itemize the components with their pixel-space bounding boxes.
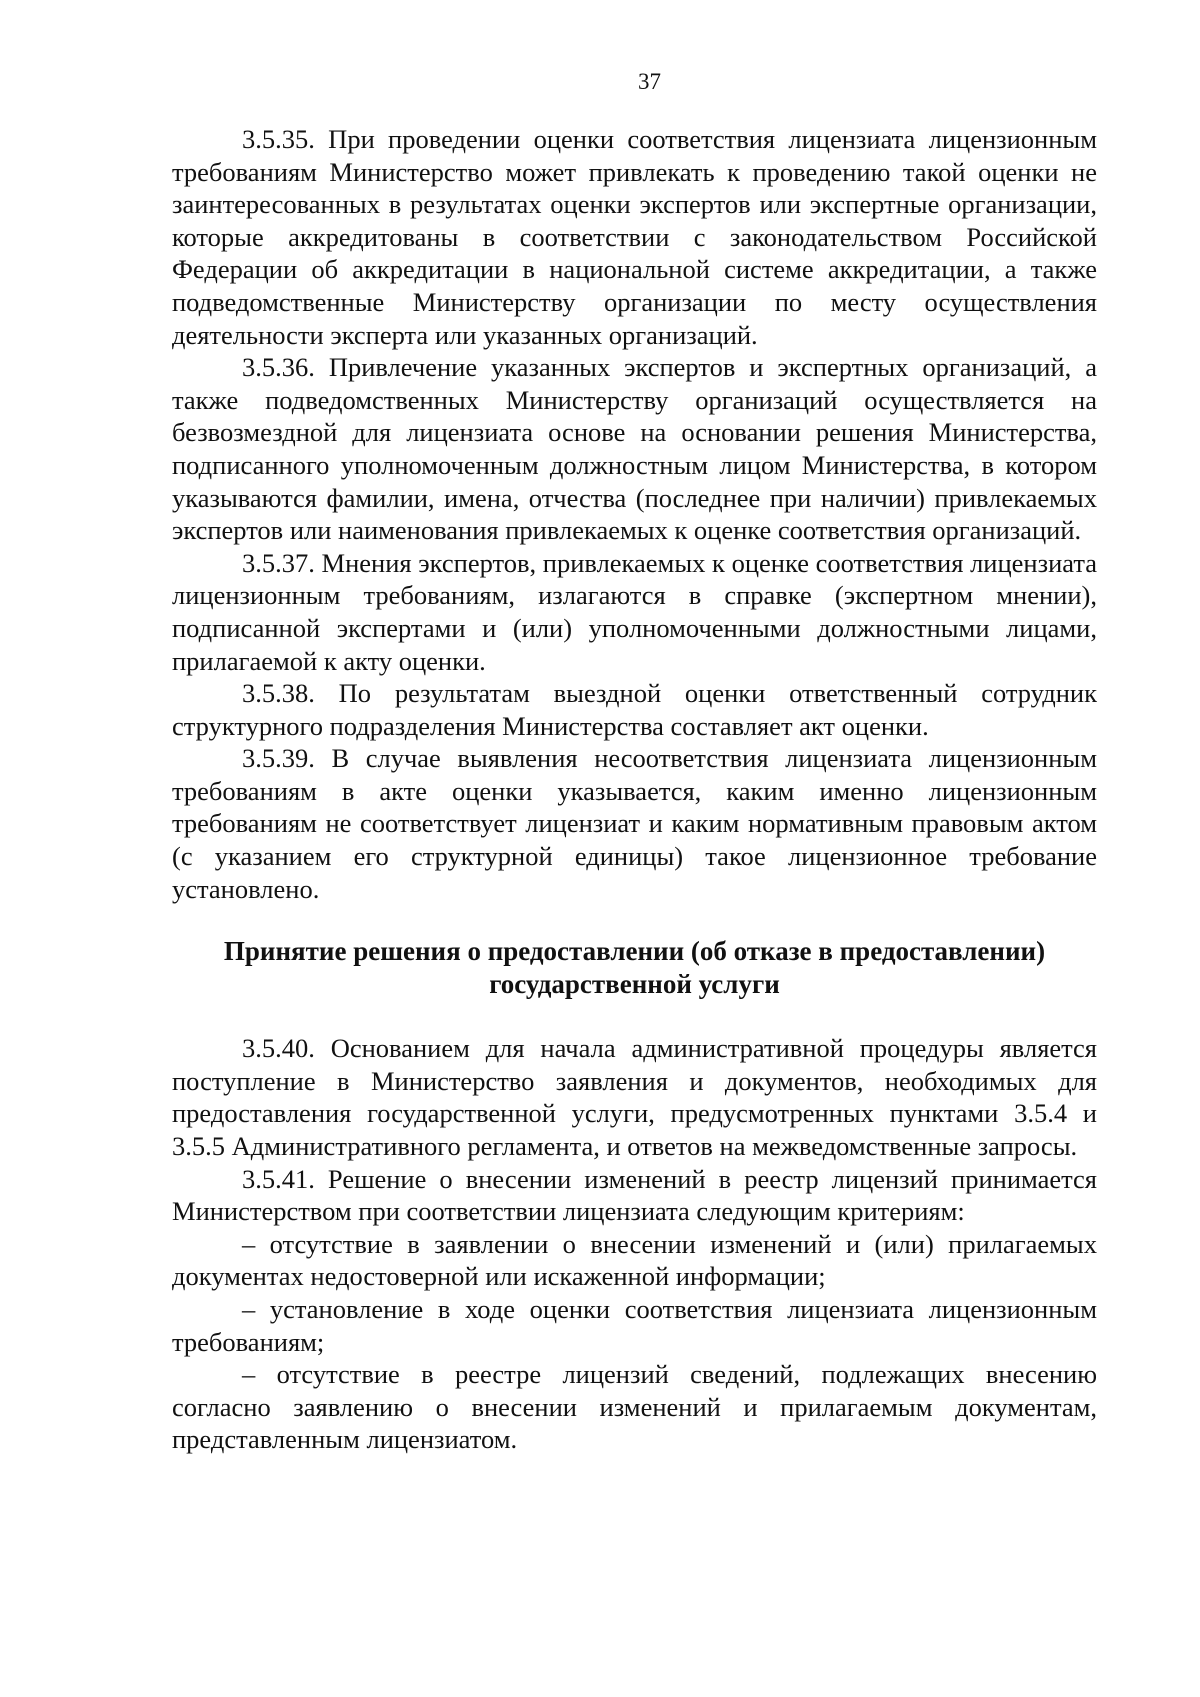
paragraph-3-5-39: 3.5.39. В случае выявления несоответствия лицензиата лицензионным требованиям в акте оценки указывается, каким именно лицензионным требованиям не соответствует лицензиат и каким нормативным правовым актом (с указанием его структурной единицы) такое лицензионное требование установлено. [172, 743, 1097, 904]
page-number: 37 [638, 69, 661, 94]
paragraph-3-5-38: 3.5.38. По результатам выездной оценки ответственный сотрудник структурного подразделения Министерства составляет акт оценки. [172, 678, 1097, 741]
criteria-item-2: – установление в ходе оценки соответствия лицензиата лицензионным требованиям; [172, 1294, 1097, 1357]
section-title-line-2: государственной услуги [489, 969, 780, 1000]
criteria-item-1: – отсутствие в заявлении о внесении изменений и (или) прилагаемых документах недостоверной или искаженной информации; [172, 1228, 1097, 1292]
criteria-item-3: – отсутствие в реестре лицензий сведений, подлежащих внесению согласно заявлению о внесении изменений и прилагаемым документам, представленным лицензиатом. [172, 1359, 1097, 1455]
section-title-line-1: Принятие решения о предоставлении (об отказе в предоставлении) [223, 936, 1046, 967]
paragraph-3-5-36: 3.5.36. Привлечение указанных экспертов и экспертных организаций, а также подведомственных Министерству организаций осуществляется на безвозмездной для лицензиата основе на основании решения Министерства, подписанного уполномоченным должностным лицом Министерства, в котором указываются фамилии, имена, отчества (последнее при наличии) привлекаемых экспертов или наименования привлекаемых к оценке соответствия организаций. [172, 352, 1097, 546]
paragraph-3-5-40: 3.5.40. Основанием для начала административной процедуры является поступление в Министерство заявления и документов, необходимых для предоставления государственной услуги, предусмотренных пунктами 3.5.4 и 3.5.5 Административного регламента, и ответов на межведомственные запросы. [172, 1033, 1097, 1162]
paragraph-3-5-35: 3.5.35. При проведении оценки соответствия лицензиата лицензионным требованиям Министерство может привлекать к проведению такой оценки не заинтересованных в результатах оценки экспертов или экспертные организации, которые аккредитованы в соответствии с законодательством Российской Федерации об аккредитации в национальной системе аккредитации, а также подведомственные Министерству организации по месту осуществления деятельности эксперта или указанных организаций. [172, 124, 1097, 350]
paragraph-3-5-37: 3.5.37. Мнения экспертов, привлекаемых к оценке соответствия лицензиата лицензионным требованиям, излагаются в справке (экспертном мнении), подписанной экспертами и (или) уполномоченными должностными лицами, прилагаемой к акту оценки. [172, 547, 1097, 676]
section-title [172, 935, 1097, 1001]
paragraph-3-5-41: 3.5.41. Решение о внесении изменений в реестр лицензий принимается Министерством при соответствии лицензиата следующим критериям: [172, 1163, 1097, 1227]
